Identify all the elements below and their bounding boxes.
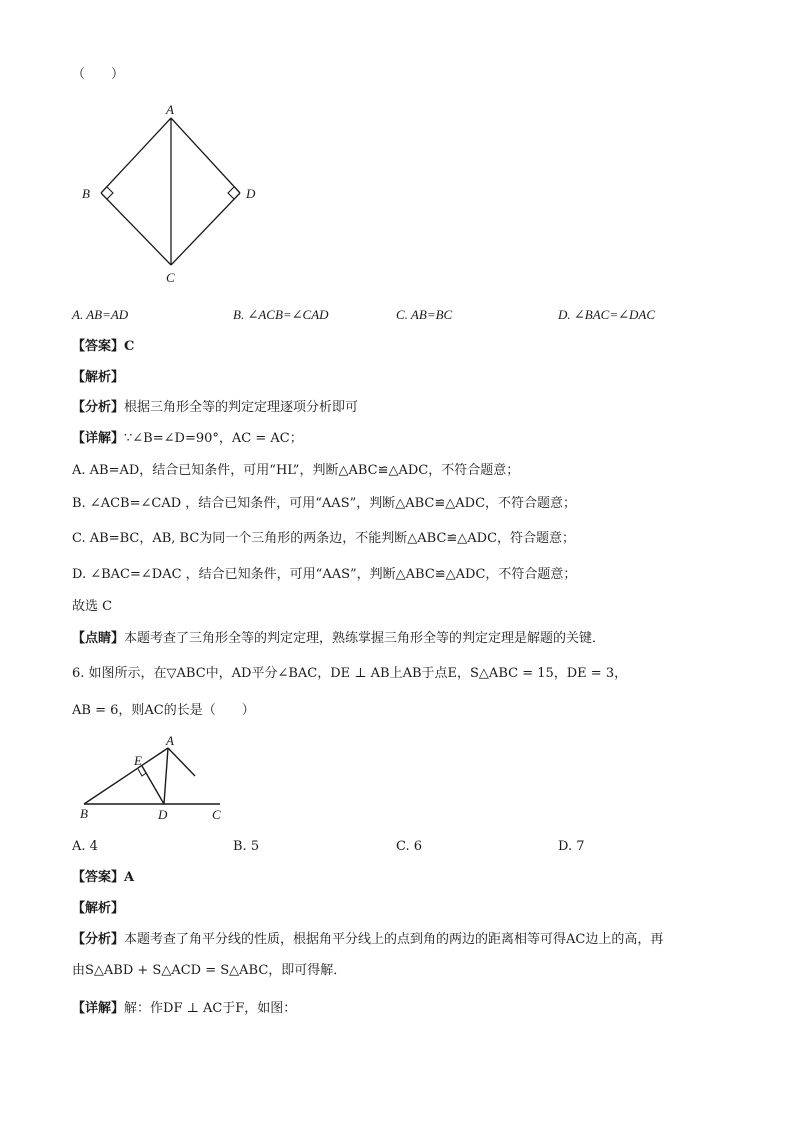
dianjing-text: 本题考查了三角形全等的判定定理，熟练掌握三角形全等的判定定理是解题的关键． <box>124 631 606 646</box>
q6-fenxi-line1 <box>72 931 663 949</box>
label-b6: B <box>80 806 88 821</box>
q6-stem-line2: AB = 6，则AC的长是（ ） <box>72 703 255 718</box>
q6-fenxi-line2: 由S△ABD + S△ACD = S△ABC，即可得解． <box>72 963 347 978</box>
answer-label: 【答案】C <box>72 339 135 354</box>
xiangjie-tag: 【详解】 <box>72 431 125 446</box>
triangle-figure <box>72 732 242 827</box>
segment-de <box>142 766 164 804</box>
q6-answer-label: 【答案】A <box>72 870 135 885</box>
q6-xiangjie-line <box>72 1000 296 1018</box>
q6-option-a[interactable]: A. 4 <box>72 839 98 854</box>
analysis-b: B. ∠ACB=∠CAD ，结合已知条件，可用“AAS”，判断△ABC≌△ADC，不符合题意； <box>72 496 577 511</box>
fenxi-line <box>72 399 358 417</box>
label-a6: A <box>166 733 174 748</box>
label-d: D <box>246 186 256 201</box>
dianjing-line <box>72 630 605 648</box>
option-c[interactable]: C. AB=BC <box>396 307 453 322</box>
answer-paren: （ ） <box>72 67 125 82</box>
q6-jiexi-label: 【解析】 <box>72 901 125 916</box>
fenxi-tag: 【分析】 <box>72 400 125 415</box>
edge-ad <box>171 118 240 193</box>
edge-dc <box>171 193 240 265</box>
analysis-c: C. AB=BC，AB, BC为同一个三角形的两条边，不能判断△ABC≌△ADC，符合题意； <box>72 531 576 546</box>
q6-stem-line1: 6. 如图所示，在▽ABC中，AD平分∠BAC，DE ⊥ AB上AB于点E，S△ABC = 15，DE = 3， <box>72 666 628 681</box>
analysis-d: D. ∠BAC=∠DAC ，结合已知条件，可用“AAS”，判断△ABC≌△ADC，不符合题意； <box>72 567 577 582</box>
label-c: C <box>166 270 175 285</box>
q6-fenxi-tag: 【分析】 <box>72 932 125 947</box>
edge-a-ray <box>168 748 195 776</box>
option-a[interactable]: A. AB=AD <box>72 307 129 322</box>
edge-bc <box>101 193 171 265</box>
label-c6: C <box>212 807 221 822</box>
right-angle-b <box>107 187 113 199</box>
edge-ad <box>164 748 168 804</box>
label-d6: D <box>158 807 168 822</box>
dianjing-tag: 【点睛】 <box>72 631 125 646</box>
analysis-a: A. AB=AD，结合已知条件，可用“HL”，判断△ABC≌△ADC，不符合题意； <box>72 463 520 478</box>
xiangjie-text: ∵∠B=∠D=90°，AC = AC； <box>124 431 303 446</box>
edge-ab <box>101 118 171 193</box>
label-e6: E <box>134 753 142 768</box>
label-b: B <box>82 186 90 201</box>
right-angle-d <box>228 187 234 199</box>
q6-fenxi-text1: 本题考查了角平分线的性质，根据角平分线上的点到角的两边的距离相等可得AC边上的高，再 <box>124 932 664 947</box>
label-a: A <box>166 102 174 117</box>
fenxi-text: 根据三角形全等的判定定理逐项分析即可 <box>124 400 359 415</box>
option-b[interactable]: B. ∠ACB=∠CAD <box>233 307 329 322</box>
q6-option-d[interactable]: D. 7 <box>558 839 585 854</box>
jiexi-label: 【解析】 <box>72 370 125 385</box>
choose-line: 故选 C <box>72 599 113 614</box>
option-d[interactable]: D. ∠BAC=∠DAC <box>558 307 655 322</box>
q6-xiangjie-tag: 【详解】 <box>72 1001 125 1016</box>
q6-option-c[interactable]: C. 6 <box>396 839 423 854</box>
q6-option-b[interactable]: B. 5 <box>233 839 260 854</box>
edge-ba <box>84 748 168 804</box>
xiangjie-line <box>72 430 303 448</box>
kite-figure <box>70 100 270 290</box>
q6-xiangjie-text: 解：作DF ⊥ AC于F，如图： <box>124 1001 297 1016</box>
